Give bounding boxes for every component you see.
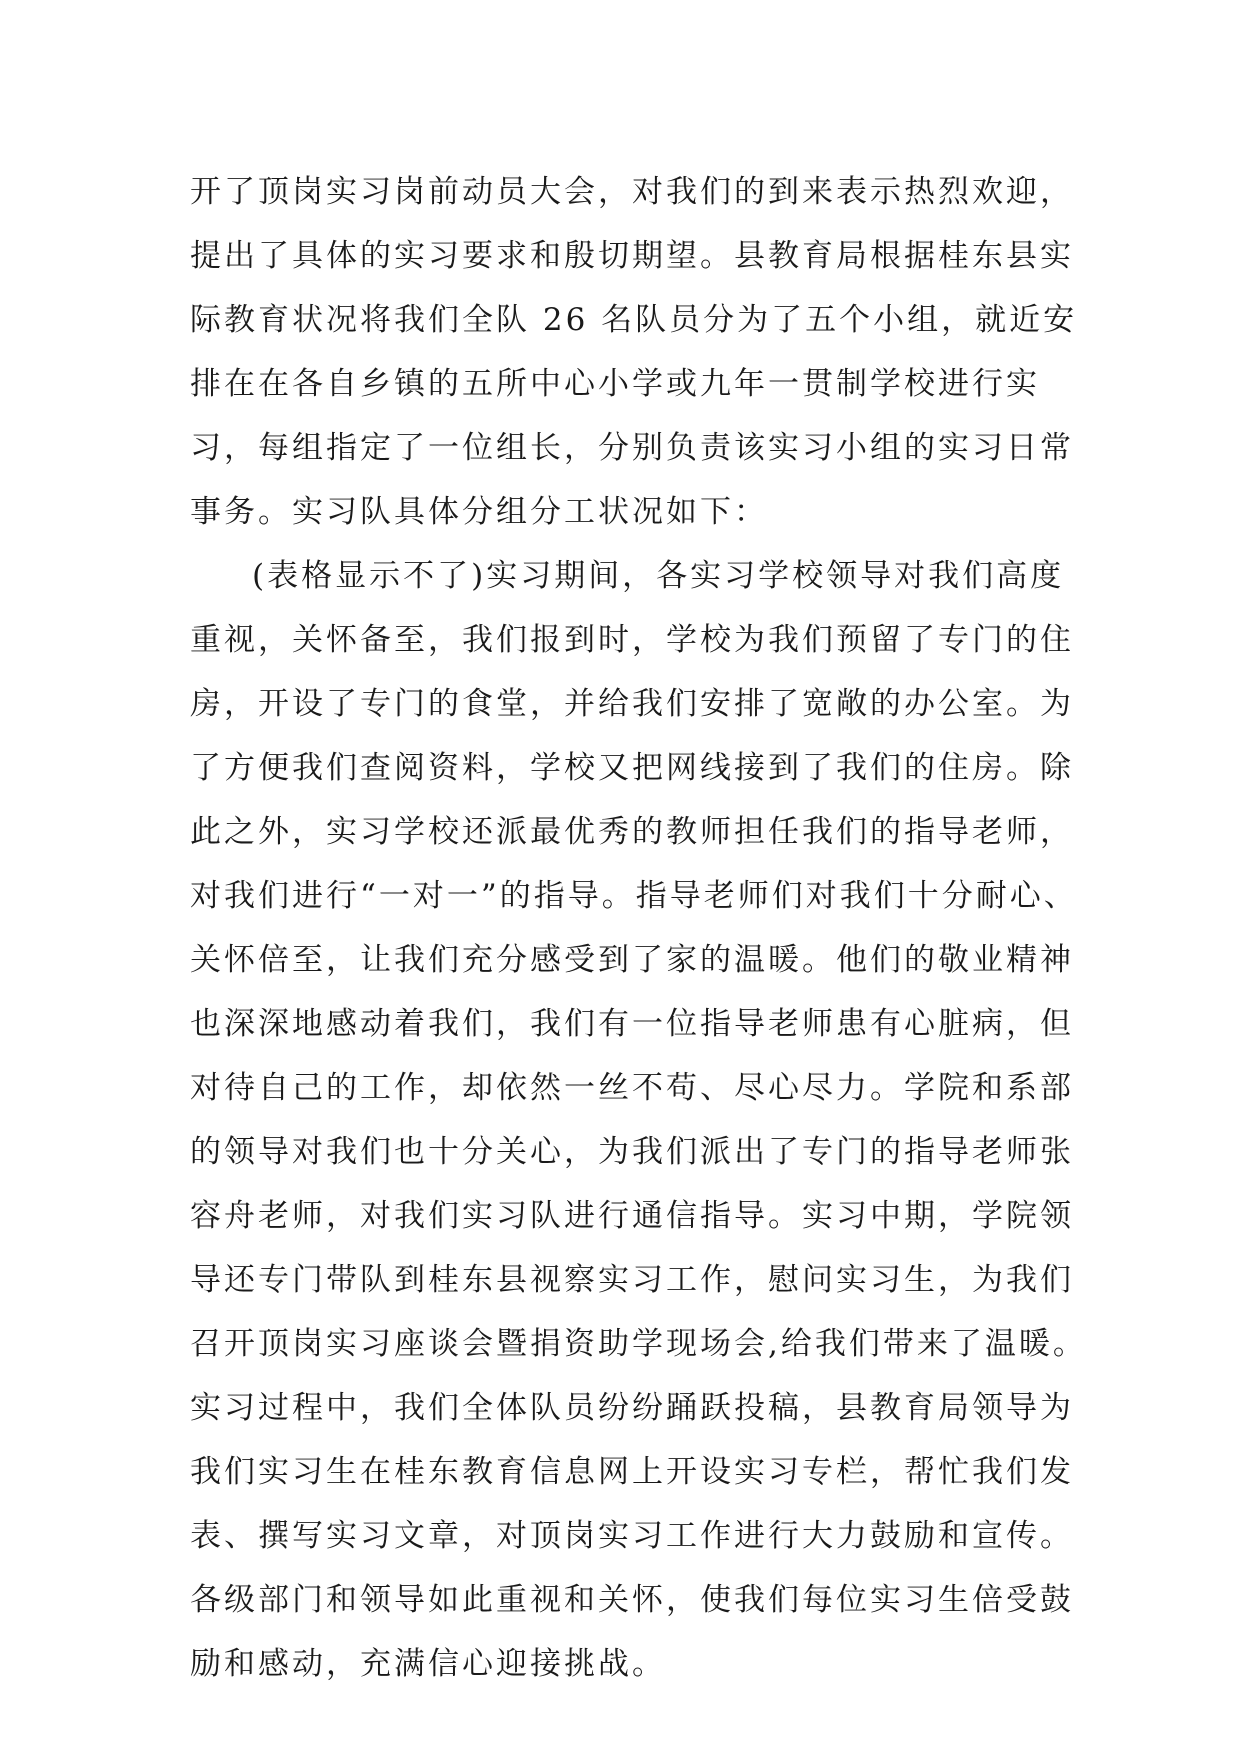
text-line: 开了顶岗实习岗前动员大会，对我们的到来表示热烈欢迎， [190, 174, 1074, 210]
text-line: 提出了具体的实习要求和殷切期望。县教育局根据桂东县实 [190, 238, 1074, 274]
text-line: 表、撰写实习文章，对顶岗实习工作进行大力鼓励和宣传。 [190, 1518, 1074, 1554]
text-line: 房，开设了专门的食堂，并给我们安排了宽敞的办公室。为 [190, 686, 1074, 722]
text-line: 关怀倍至，让我们充分感受到了家的温暖。他们的敬业精神 [190, 942, 1074, 978]
text-line: 事务。实习队具体分组分工状况如下： [190, 494, 768, 530]
body-text [190, 160, 1087, 1696]
text-line: 排在在各自乡镇的五所中心小学或九年一贯制学校进行实 [190, 366, 1040, 402]
text-line: 对待自己的工作，却依然一丝不苟、尽心尽力。学院和系部 [190, 1070, 1074, 1106]
paragraph-start-line: (表格显示不了)实习期间，各实习学校领导对我们高度 [252, 558, 1065, 594]
text-line: 励和感动，充满信心迎接挑战。 [190, 1646, 666, 1682]
text-line: 了方便我们查阅资料，学校又把网线接到了我们的住房。除 [190, 750, 1074, 786]
text-line: 对我们进行“一对一”的指导。指导老师们对我们十分耐心、 [190, 878, 1078, 914]
text-line: 际教育状况将我们全队 26 名队员分为了五个小组，就近安 [190, 302, 1078, 338]
text-line: 习，每组指定了一位组长，分别负责该实习小组的实习日常 [190, 430, 1074, 466]
text-line: 导还专门带队到桂东县视察实习工作，慰问实习生，为我们 [190, 1262, 1074, 1298]
text-line: 各级部门和领导如此重视和关怀，使我们每位实习生倍受鼓 [190, 1582, 1074, 1618]
text-line: 实习过程中，我们全体队员纷纷踊跃投稿，县教育局领导为 [190, 1390, 1074, 1426]
text-line: 也深深地感动着我们，我们有一位指导老师患有心脏病，但 [190, 1006, 1074, 1042]
text-line: 容舟老师，对我们实习队进行通信指导。实习中期，学院领 [190, 1198, 1074, 1234]
text-line: 重视，关怀备至，我们报到时，学校为我们预留了专门的住 [190, 622, 1074, 658]
text-line: 此之外，实习学校还派最优秀的教师担任我们的指导老师， [190, 814, 1074, 850]
text-line: 的领导对我们也十分关心，为我们派出了专门的指导老师张 [190, 1134, 1074, 1170]
text-line: 我们实习生在桂东教育信息网上开设实习专栏，帮忙我们发 [190, 1454, 1074, 1490]
text-line: 召开顶岗实习座谈会暨捐资助学现场会,给我们带来了温暖。 [190, 1326, 1087, 1362]
